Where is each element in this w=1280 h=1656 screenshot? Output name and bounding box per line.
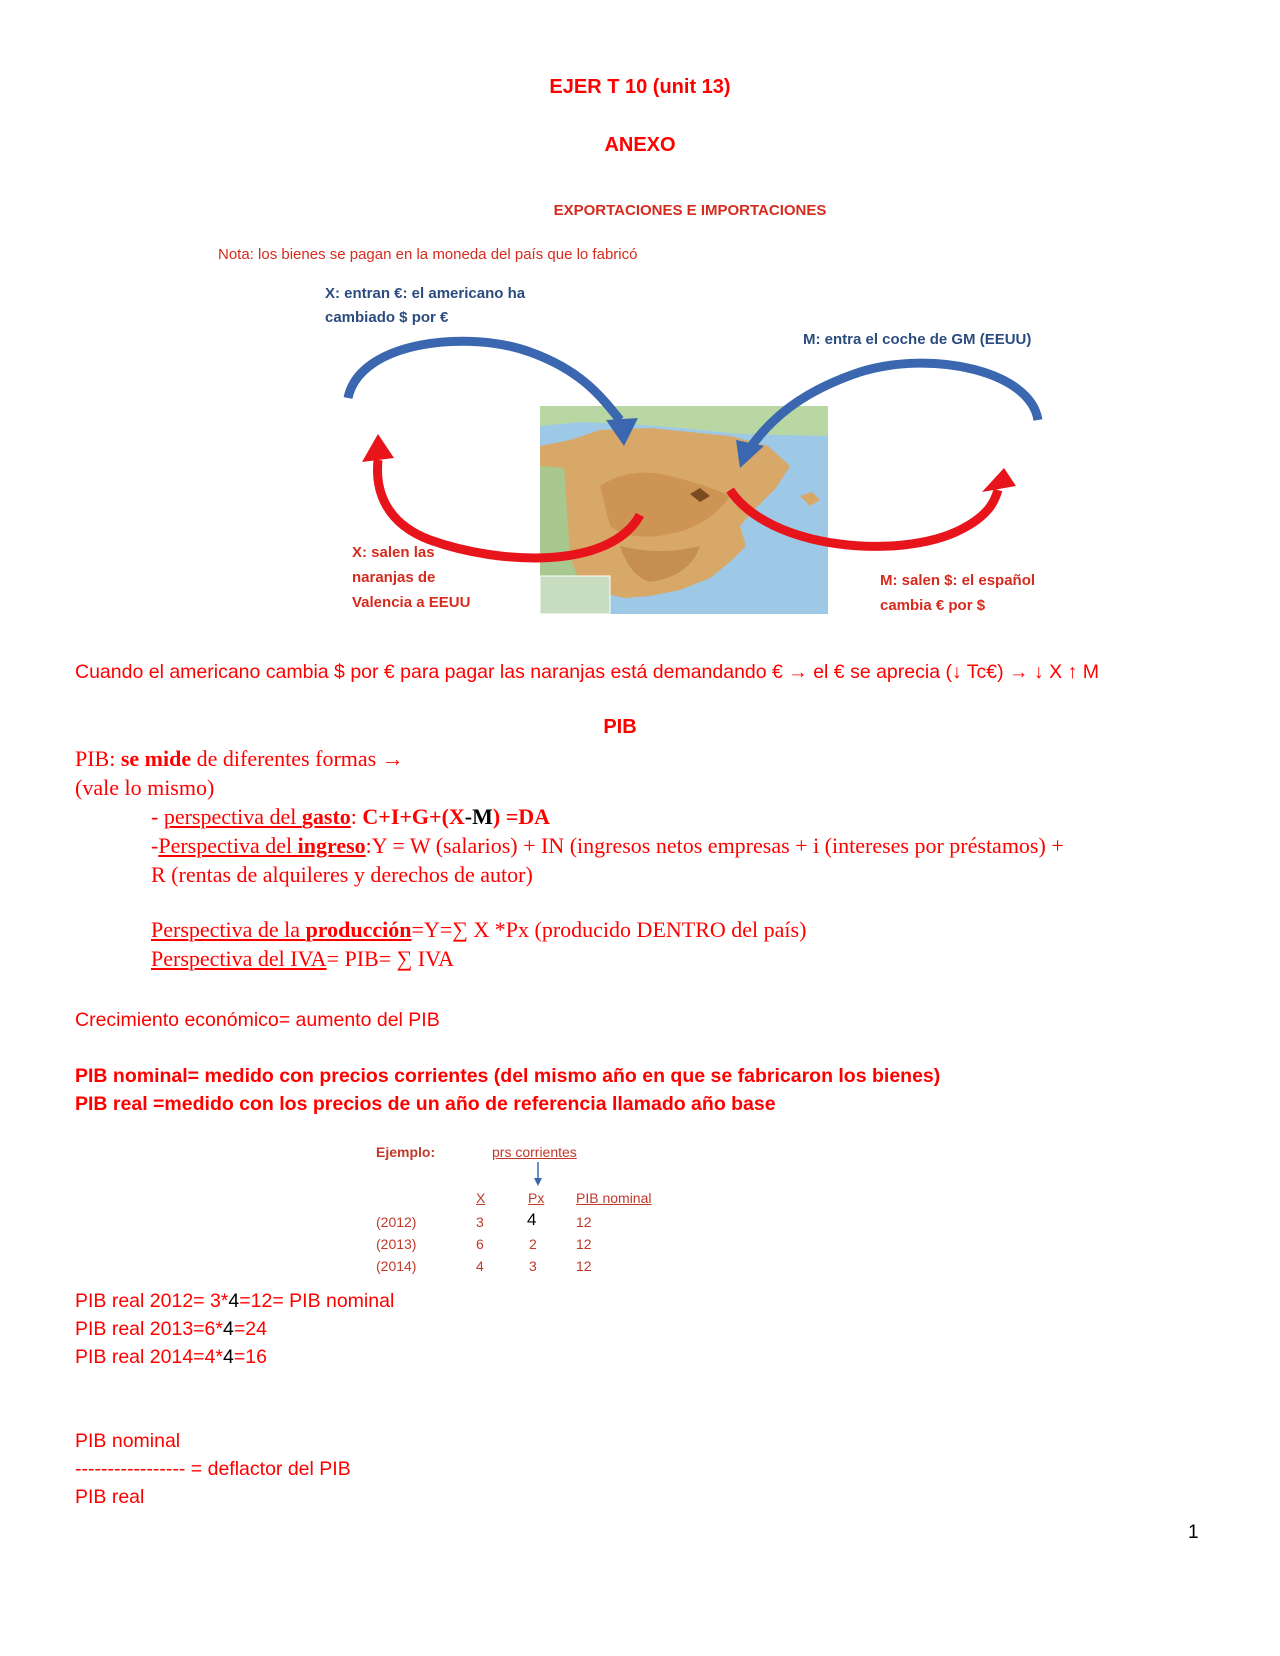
table-row-px: 2 [529,1236,537,1252]
real-calc-2014-price: 4 [222,1346,234,1368]
gasto-prefix: - [151,804,164,829]
gasto-colon: : [350,804,363,829]
produccion-label: Perspectiva de la [151,917,306,942]
real-calc-2013 [75,1318,267,1341]
arrow-exports-oranges-out-head [362,434,394,462]
table-row-pib: 12 [576,1258,592,1274]
pib-intro-bold: se mide [120,746,192,771]
real-calc-2012 [75,1290,394,1313]
ingreso-prefix: - [151,833,159,858]
label-exports-out-line1: X: salen las [352,544,435,561]
real-calc-2012-c: =12= PIB nominal [239,1290,395,1312]
arrow-exports-money-in-head [606,418,638,446]
perspective-gasto [151,804,550,830]
example-label: Ejemplo: [376,1144,436,1160]
deflator-bar: ----------------- = deflactor del PIB [75,1458,351,1480]
real-calc-2012-a: PIB real 2012= 3* [75,1290,229,1312]
gasto-formula-a: C+I+G+(X [362,804,465,829]
deflator-denominator: PIB real [75,1486,145,1508]
label-exports-in-line1: X: entran €: el americano ha [325,285,526,302]
iva-formula: = PIB= ∑ IVA [326,946,455,971]
iva-label: Perspectiva del IVA [151,946,327,971]
label-imports-out-line1: M: salen $: el español [880,572,1036,589]
label-imports-in: M: entra el coche de GM (EEUU) [803,331,1032,348]
example-annotation: prs corrientes [492,1144,577,1160]
pib-intro-a: PIB: [75,746,121,771]
explanation-text: Cuando el americano cambia $ por € para pagar las naranjas está demandando € → el € se aprecia (↓ Tc€) → ↓ X ↑ M [75,661,1099,683]
label-exports-out-line3: Valencia a EEUU [352,594,471,611]
annotation-arrow-icon [532,1162,544,1188]
label-exports-out-line2: naranjas de [352,569,436,586]
table-row-px: 4 [527,1210,537,1229]
pib-nominal-definition: PIB nominal= medido con precios corrientes (del mismo año en que se fabricaron los bienes) [75,1065,941,1087]
real-calc-2014-c: =16 [233,1346,267,1368]
real-calc-2013-price: 4 [222,1318,234,1340]
table-header-x: X [476,1190,486,1206]
pib-heading: PIB [603,716,637,738]
produccion-label-bold: producción [305,917,412,942]
real-calc-2014 [75,1346,267,1369]
perspective-produccion [151,917,806,943]
arrow-imports-car-in [750,363,1038,448]
label-exports-out [352,540,470,615]
table-row-year: (2012) [376,1214,417,1230]
label-imports-out-line2: cambia € por $ [880,597,986,614]
gasto-label: perspectiva del [163,804,302,829]
figure-note: Nota: los bienes se pagan en la moneda del país que lo fabricó [218,246,638,263]
example-table [370,1140,670,1280]
table-row-x: 6 [476,1236,484,1252]
label-imports-out [880,568,1035,618]
label-exports-in-line2: cambiado $ por € [325,309,449,326]
real-calc-2012-price: 4 [228,1290,240,1312]
flow-arrows [0,0,1280,700]
table-row-year: (2013) [376,1236,417,1252]
growth-definition: Crecimiento económico= aumento del PIB [75,1009,440,1031]
table-header-px: Px [528,1190,545,1206]
table-row-x: 3 [476,1214,484,1230]
arrow-imports-car-in-head [736,440,764,468]
real-calc-2013-c: =24 [233,1318,267,1340]
document-subtitle: ANEXO [604,134,676,156]
gasto-formula-c: ) =DA [492,804,551,829]
perspective-ingreso [151,833,1231,859]
figure-title: EXPORTACIONES E IMPORTACIONES [553,202,827,219]
table-row-pib: 12 [576,1236,592,1252]
table-row-pib: 12 [576,1214,592,1230]
document-title: EJER T 10 (unit 13) [549,76,731,98]
gasto-label-bold: gasto [301,804,351,829]
arrow-imports-money-out-head [982,468,1016,492]
pib-real-definition: PIB real =medido con los precios de un año de referencia llamado año base [75,1093,776,1115]
arrow-imports-money-out [730,490,998,546]
ingreso-label-bold: ingreso [297,833,366,858]
deflator-numerator: PIB nominal [75,1430,181,1452]
produccion-formula: =Y=∑ X *Px (producido DENTRO del país) [411,917,807,942]
arrow-exports-money-in [348,341,620,420]
table-row-px: 3 [529,1258,537,1274]
table-row-year: (2014) [376,1258,417,1274]
pib-intro-c: de diferentes formas → [191,746,404,771]
perspective-ingreso-line2: R (rentas de alquileres y derechos de autor) [151,862,533,887]
real-calc-2014-a: PIB real 2014=4* [75,1346,223,1368]
table-header-pib-nominal: PIB nominal [576,1190,652,1206]
pib-intro [75,746,404,772]
ingreso-formula: :Y = W (salarios) + IN (ingresos netos empresas + i (intereses por préstamos) + [365,833,1064,858]
perspective-iva [151,946,454,972]
gasto-formula-b: -M [464,804,493,829]
page-number: 1 [1188,1522,1199,1543]
pib-intro-line2: (vale lo mismo) [75,775,215,800]
table-row-x: 4 [476,1258,484,1274]
real-calc-2013-a: PIB real 2013=6* [75,1318,223,1340]
ingreso-label: Perspectiva del [158,833,298,858]
